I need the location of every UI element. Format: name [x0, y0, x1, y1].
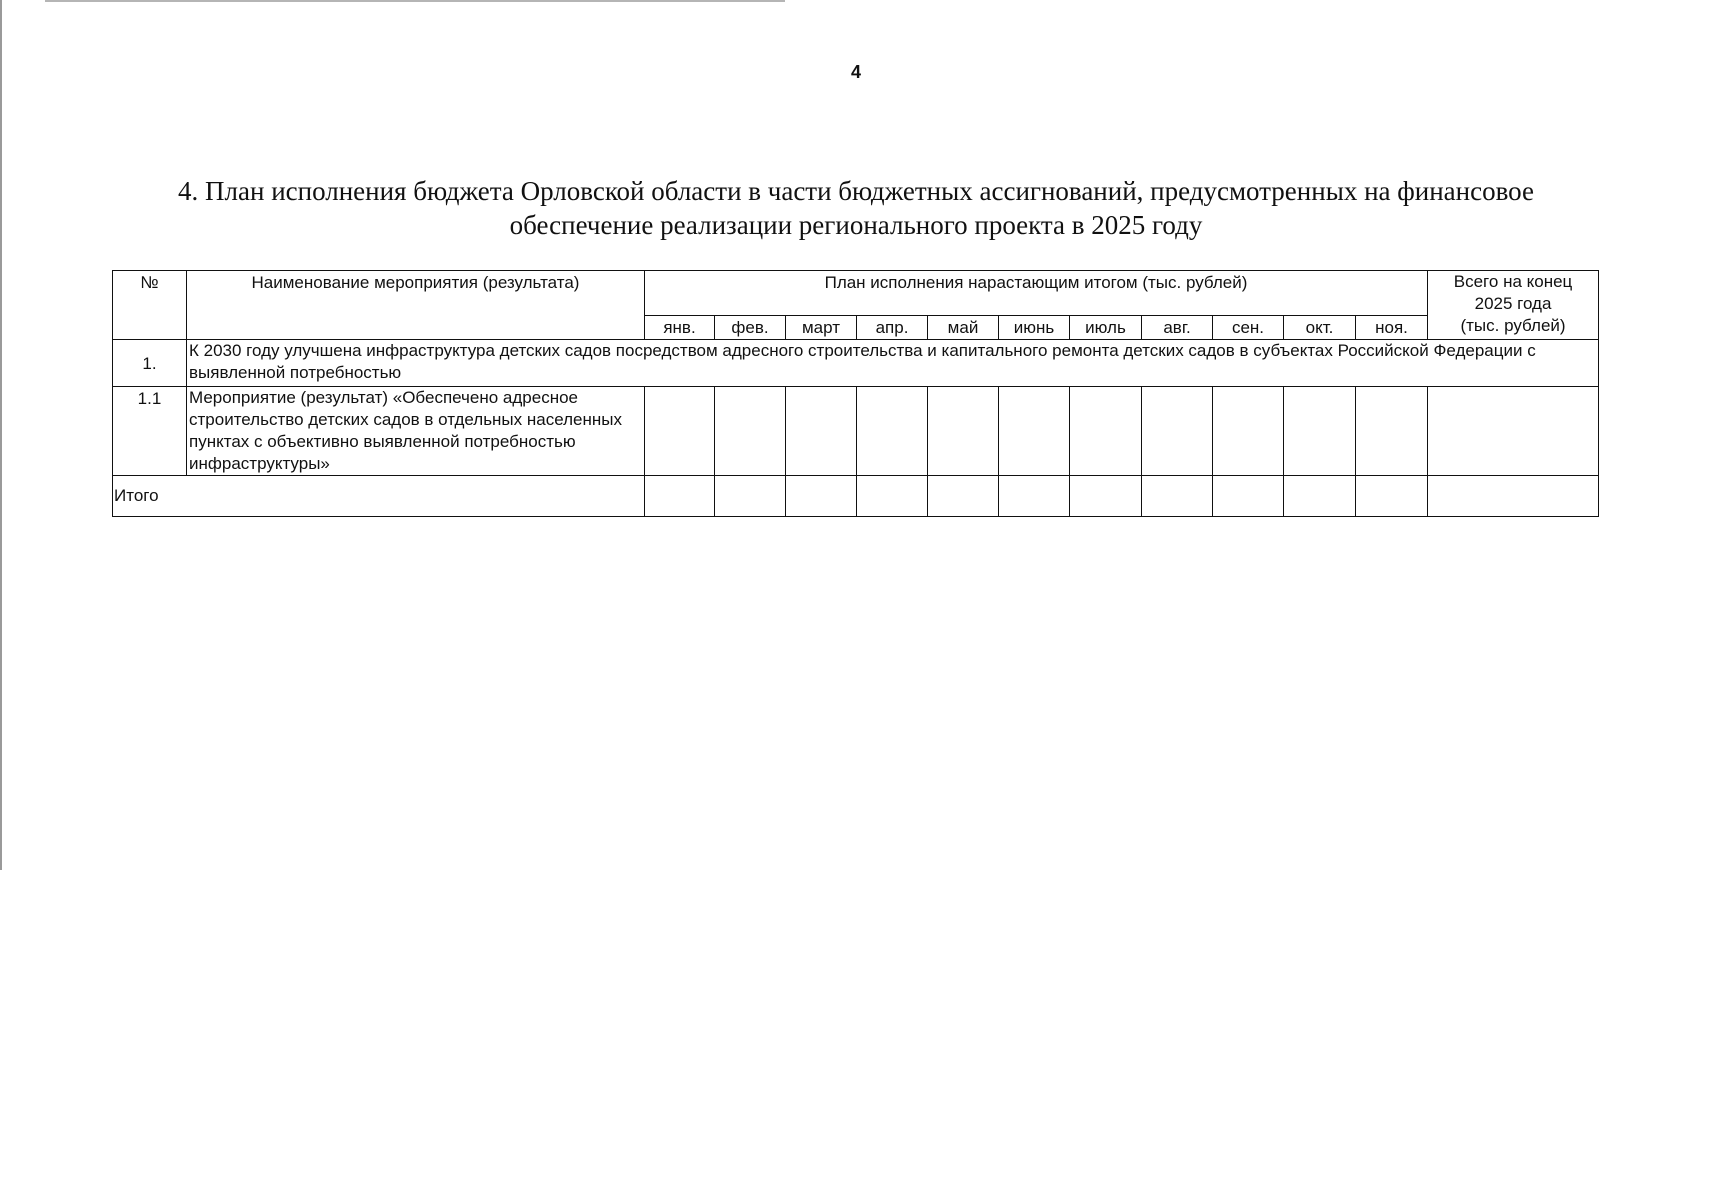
total-value-cell	[1070, 476, 1142, 517]
header-month-mar: март	[786, 316, 857, 340]
section-title	[112, 174, 1600, 242]
table-row-total	[113, 476, 1599, 517]
header-month-jul: июль	[1070, 316, 1142, 340]
header-total-line-1: Всего на конец	[1453, 272, 1573, 291]
header-total-line-2: 2025 года	[1474, 294, 1552, 313]
header-month-oct: окт.	[1284, 316, 1356, 340]
header-month-apr: апр.	[857, 316, 928, 340]
total-value-cell	[857, 476, 928, 517]
total-value-cell	[715, 476, 786, 517]
header-total	[1428, 271, 1599, 340]
row-goal-text: К 2030 году улучшена инфраструктура детских садов посредством адресного строительства и капитального ремонта детских садов в субъектах Российской Федерации с выявленной потребностью	[187, 340, 1599, 387]
header-row	[113, 271, 1599, 316]
total-value-cell	[999, 476, 1070, 517]
table-row-goal	[113, 340, 1599, 387]
budget-plan-table	[112, 270, 1599, 517]
total-label: Итого	[113, 476, 645, 517]
section-title-line-1: 4. План исполнения бюджета Орловской области в части бюджетных ассигнований, предусмотренных на финансовое	[178, 176, 1534, 206]
total-value-cell	[928, 476, 999, 517]
scan-edge-top	[45, 0, 785, 2]
table-row-activity	[113, 387, 1599, 476]
value-cell	[1284, 387, 1356, 476]
total-value-cell	[1284, 476, 1356, 517]
total-value-cell	[1213, 476, 1284, 517]
total-value-cell	[1142, 476, 1213, 517]
value-cell	[1213, 387, 1284, 476]
header-month-feb: фев.	[715, 316, 786, 340]
total-value-cell-sum	[1428, 476, 1599, 517]
header-month-nov: ноя.	[1356, 316, 1428, 340]
scan-edge-left	[0, 0, 2, 870]
value-cell	[786, 387, 857, 476]
header-month-jan: янв.	[645, 316, 715, 340]
header-plan: План исполнения нарастающим итогом (тыс. рублей)	[645, 271, 1428, 316]
header-month-jun: июнь	[999, 316, 1070, 340]
row-number: 1.1	[113, 387, 187, 476]
value-cell	[645, 387, 715, 476]
header-month-aug: авг.	[1142, 316, 1213, 340]
header-total-line-3: (тыс. рублей)	[1460, 316, 1566, 335]
total-value-cell	[1356, 476, 1428, 517]
value-cell	[999, 387, 1070, 476]
value-cell	[1356, 387, 1428, 476]
value-cell	[857, 387, 928, 476]
header-month-may: май	[928, 316, 999, 340]
header-no: №	[113, 271, 187, 340]
value-cell	[715, 387, 786, 476]
row-activity-text: Мероприятие (результат) «Обеспечено адресное строительство детских садов в отдельных населенных пунктах с объективно выявленной потребностью инфраструктуры»	[187, 387, 645, 476]
row-number: 1.	[113, 340, 187, 387]
header-month-sep: сен.	[1213, 316, 1284, 340]
value-cell-total	[1428, 387, 1599, 476]
section-title-line-2: обеспечение реализации регионального проекта в 2025 году	[509, 210, 1203, 240]
total-value-cell	[786, 476, 857, 517]
value-cell	[1142, 387, 1213, 476]
value-cell	[928, 387, 999, 476]
header-name: Наименование мероприятия (результата)	[187, 271, 645, 340]
value-cell	[1070, 387, 1142, 476]
total-value-cell	[645, 476, 715, 517]
page-number: 4	[850, 62, 861, 82]
